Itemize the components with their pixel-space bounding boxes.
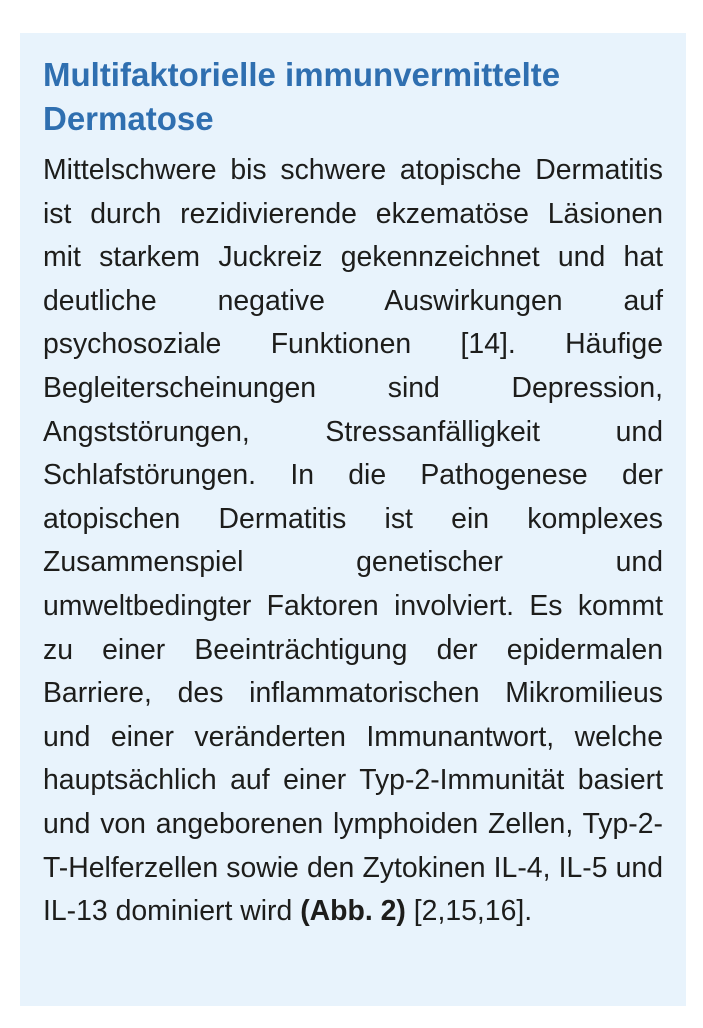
box-title: Multifaktorielle immunvermittelte Dermatose	[43, 56, 561, 137]
figure-reference: (Abb. 2)	[300, 895, 406, 928]
info-box	[20, 33, 686, 1006]
box-paragraph	[43, 149, 663, 934]
paragraph-text: Mittelschwere bis schwere atopische Dermatitis ist durch rezidivierende ekzematöse Läsionen mit starkem Juckreiz gekennzeichnet und hat deutliche negative Auswirkungen auf psychosoziale Funktionen [14]. Häufige Begleiterscheinungen sind Depression, Angststörungen, Stressanfälligkeit und Schlafstörungen. In die Pathogenese der atopischen Dermatitis ist ein komplexes Zusammenspiel genetischer und umweltbedingter Faktoren involviert. Es kommt zu einer Beeinträchtigung der epidermalen Barriere, des inflammatorischen Mikromilieus und einer veränderten Immunantwort, welche hauptsächlich auf einer Typ-2-Immunität basiert und von angeborenen lymphoiden Zellen, Typ-2-T-Helferzellen sowie den Zytokinen IL-4, IL-5 und IL-13 dominiert wird	[43, 154, 663, 928]
citation: [2,15,16].	[413, 895, 533, 928]
